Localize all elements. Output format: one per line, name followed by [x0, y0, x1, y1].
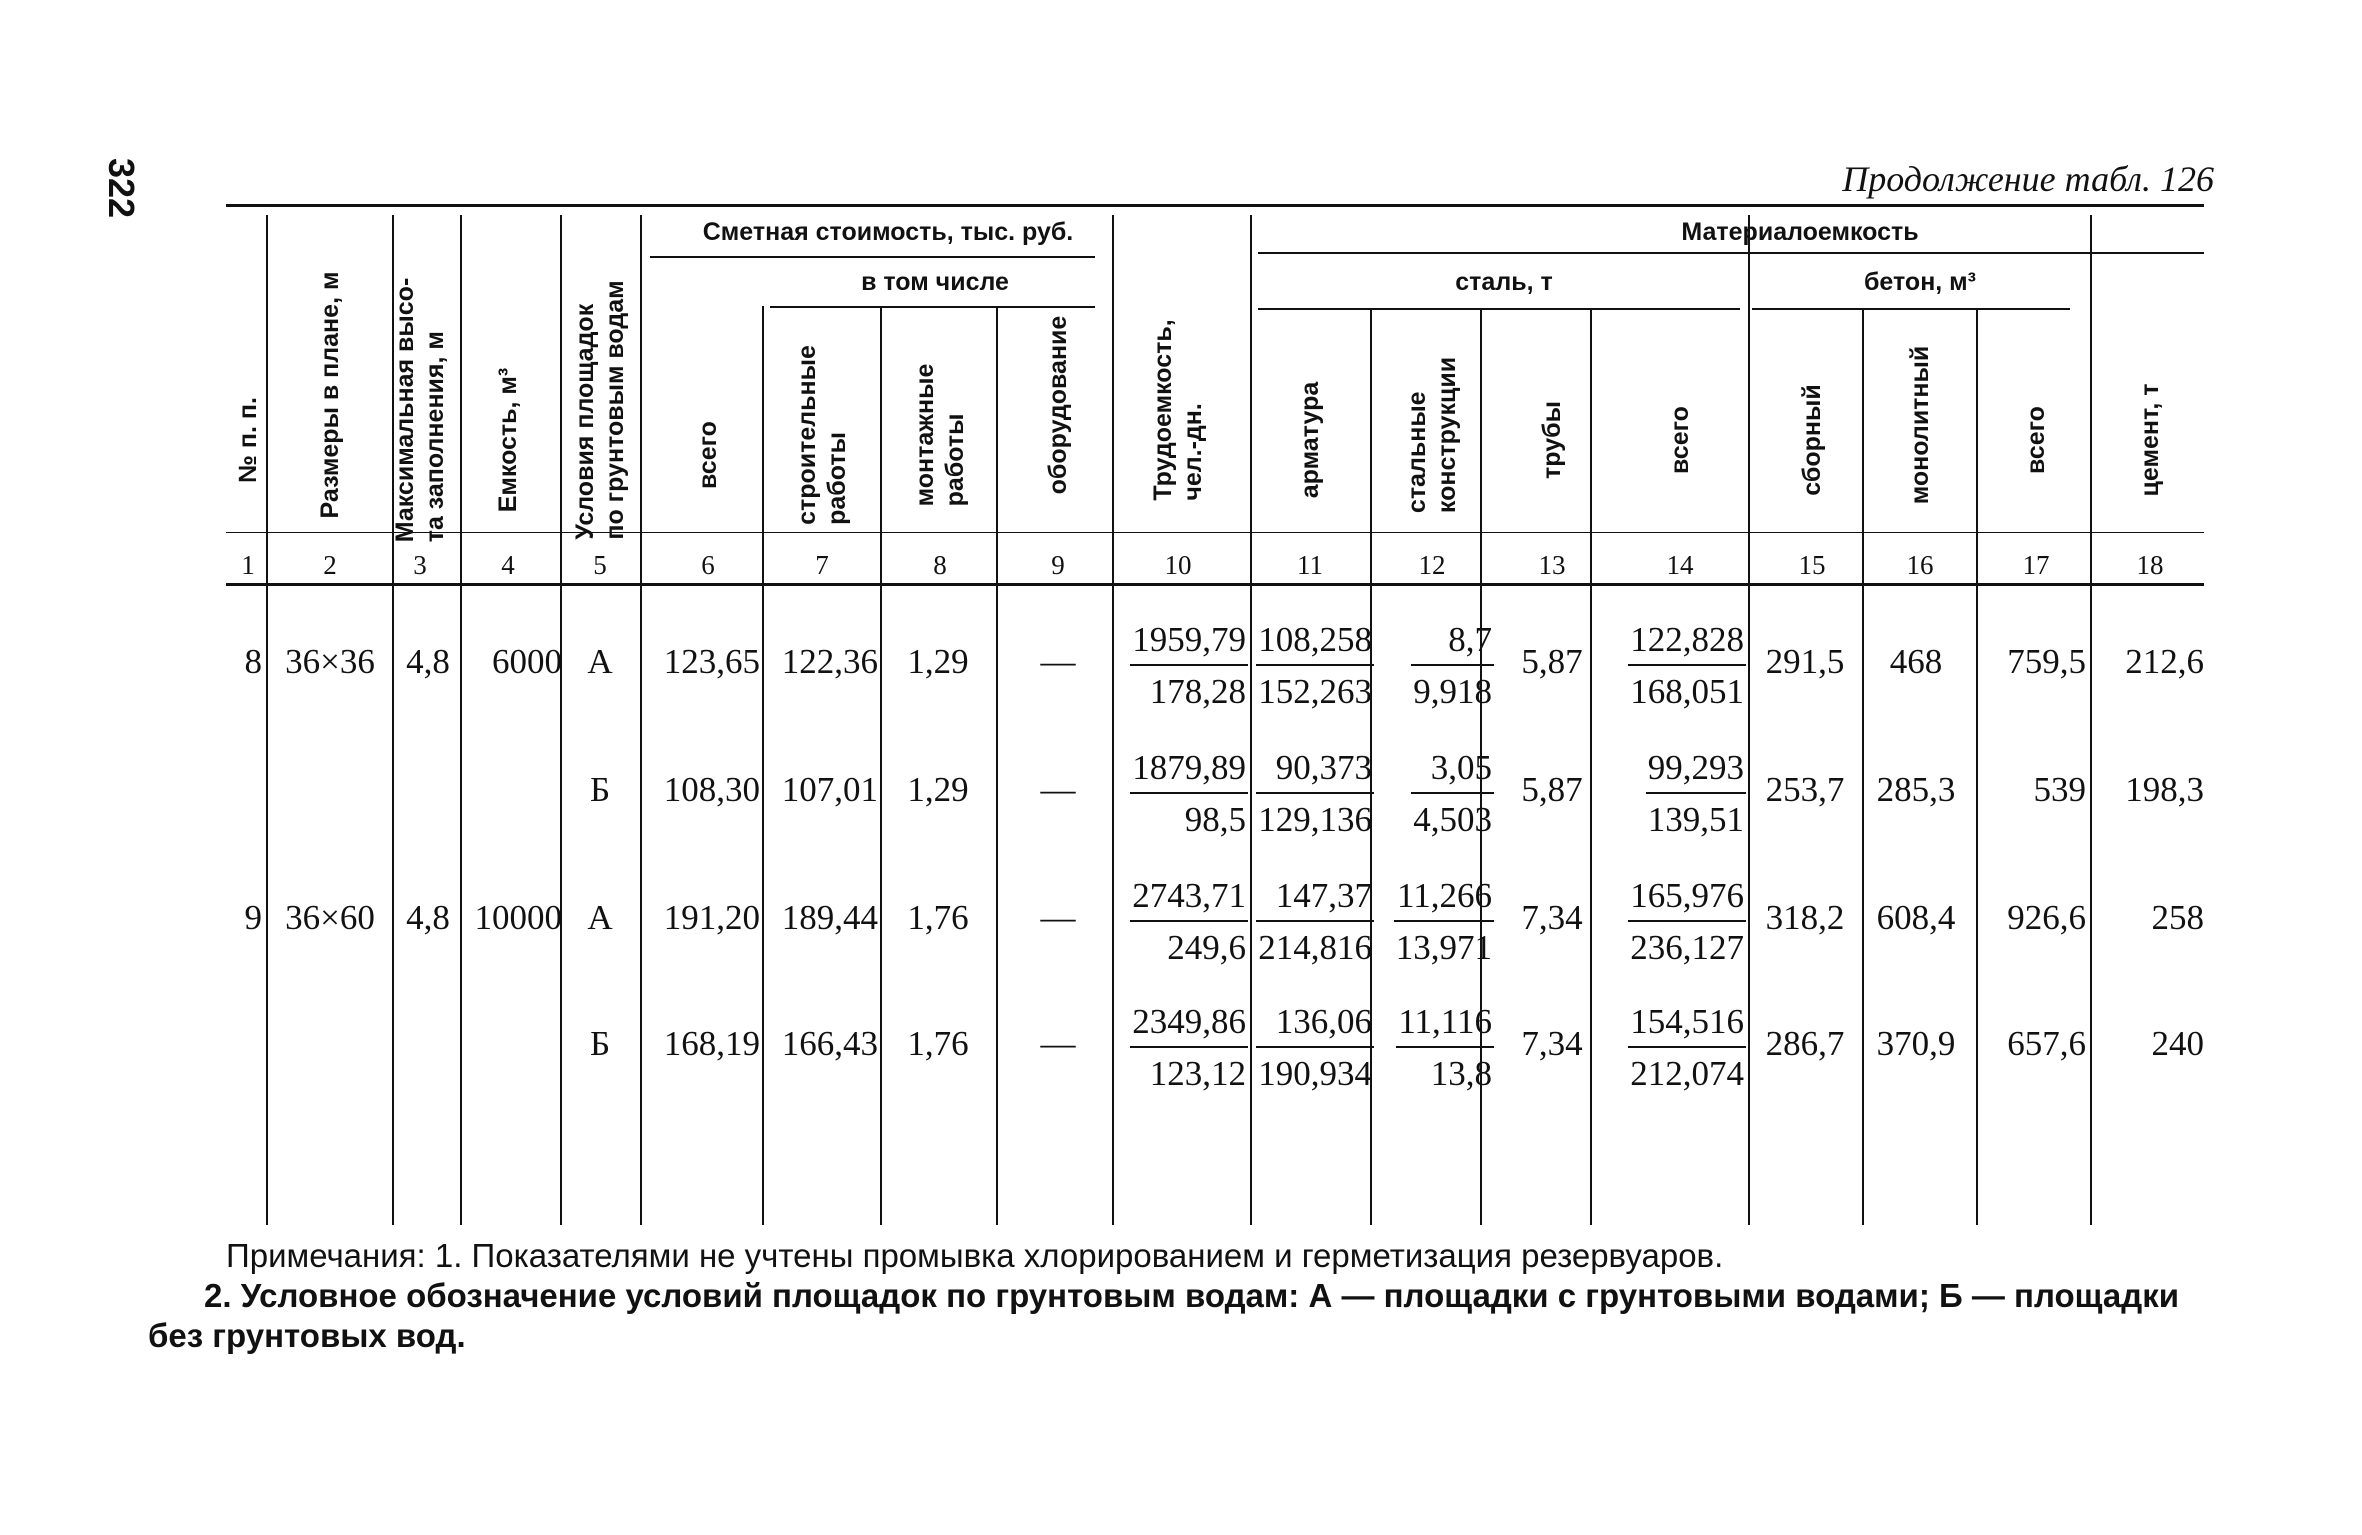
row-number: 8 — [244, 642, 262, 681]
column-number-12: 12 — [1418, 550, 1446, 580]
column-separator — [1862, 308, 1864, 1225]
labor-fraction-numerator: 1959,79 — [1130, 620, 1248, 666]
concrete-prefab: 253,7 — [1765, 770, 1845, 809]
material-group-line — [1258, 252, 2204, 254]
steel-total-fraction-denominator: 168,051 — [1630, 672, 1744, 711]
steel-group-line — [1258, 308, 1740, 310]
column-number-2: 2 — [323, 550, 337, 580]
column-number-7: 7 — [815, 550, 829, 580]
capacity: 10000 — [474, 898, 562, 937]
labor-fraction — [1130, 620, 1248, 712]
column-header-13: трубы — [1538, 401, 1566, 479]
table-caption: Продолжение табл. 126 — [1842, 159, 2214, 199]
concrete-prefab: 318,2 — [1765, 898, 1845, 937]
rebar-fraction-numerator: 90,373 — [1256, 748, 1374, 794]
cost-total: 123,65 — [663, 642, 760, 681]
header-bottom-rule — [226, 583, 2204, 586]
rebar-fraction — [1256, 620, 1374, 712]
cost-mount: 1,29 — [907, 642, 969, 681]
column-number-13: 13 — [1538, 550, 1566, 580]
plan-size: 36×60 — [285, 898, 375, 937]
steel-struct-fraction — [1411, 748, 1494, 840]
concrete-prefab: 291,5 — [1765, 642, 1845, 681]
rebar-fraction-denominator: 129,136 — [1258, 800, 1372, 839]
steel-total-fraction — [1628, 876, 1746, 968]
steel-total-fraction-numerator: 99,293 — [1646, 748, 1746, 794]
column-number-17: 17 — [2022, 550, 2050, 580]
rebar-fraction-numerator: 108,258 — [1256, 620, 1374, 666]
steel-struct-fraction-denominator: 4,503 — [1413, 800, 1492, 839]
rebar-fraction-numerator: 136,06 — [1256, 1002, 1374, 1048]
column-header-11: арматура — [1296, 381, 1324, 499]
column-header-8: монтажные работы — [911, 363, 969, 507]
concrete-mono: 285,3 — [1876, 770, 1956, 809]
labor-fraction-numerator: 1879,89 — [1130, 748, 1248, 794]
cost-equip: — — [1040, 1024, 1076, 1063]
concrete-mono: 370,9 — [1876, 1024, 1956, 1063]
column-separator — [640, 215, 642, 1225]
labor-fraction-numerator: 2349,86 — [1130, 1002, 1248, 1048]
steel-struct-fraction — [1394, 876, 1494, 968]
column-header-3: Максимальная высо- та заполнения, м — [391, 277, 449, 543]
column-header-1: № п. п. — [234, 397, 262, 483]
cost-group-line — [650, 256, 1095, 258]
cost-total: 108,30 — [663, 770, 760, 809]
labor-fraction-denominator: 123,12 — [1149, 1054, 1246, 1093]
steel-total-fraction — [1628, 620, 1746, 712]
column-number-3: 3 — [413, 550, 427, 580]
rebar-fraction-denominator: 190,934 — [1258, 1054, 1372, 1093]
column-number-18: 18 — [2136, 550, 2164, 580]
concrete-total: 759,5 — [2007, 642, 2086, 681]
column-header-7: строительные работы — [793, 345, 851, 525]
column-separator — [1748, 215, 1750, 1225]
column-separator — [1590, 308, 1592, 1225]
steel-struct-fraction-denominator: 13,8 — [1430, 1054, 1492, 1093]
concrete-group-line — [1752, 308, 2070, 310]
column-separator — [880, 306, 882, 1225]
labor-fraction — [1130, 876, 1248, 968]
rebar-fraction — [1256, 1002, 1374, 1094]
rebar-fraction-numerator: 147,37 — [1256, 876, 1374, 922]
column-header-18: цемент, т — [2136, 383, 2164, 497]
header-underline — [226, 532, 2204, 533]
labor-fraction-denominator: 98,5 — [1184, 800, 1246, 839]
column-number-9: 9 — [1051, 550, 1065, 580]
column-header-4: Емкость, м³ — [494, 367, 522, 513]
column-number-15: 15 — [1798, 550, 1826, 580]
labor-fraction — [1130, 1002, 1248, 1094]
rebar-fraction-denominator: 152,263 — [1258, 672, 1372, 711]
steel-total-fraction-denominator: 212,074 — [1630, 1054, 1744, 1093]
column-separator — [996, 306, 998, 1225]
labor-fraction-denominator: 249,6 — [1167, 928, 1246, 967]
column-header-2: Размеры в плане, м — [316, 271, 344, 519]
pipes: 5,87 — [1521, 642, 1583, 681]
row-number: 9 — [244, 898, 262, 937]
column-separator — [2090, 215, 2092, 1225]
steel-total-fraction — [1628, 1002, 1746, 1094]
pipes: 7,34 — [1521, 898, 1583, 937]
pipes: 7,34 — [1521, 1024, 1583, 1063]
column-header-10: Трудоемкость, чел.-дн. — [1149, 319, 1207, 501]
concrete-group-title: бетон, м³ — [1863, 268, 1977, 296]
concrete-mono: 468 — [1889, 642, 1943, 681]
column-header-16: монолитный — [1906, 345, 1934, 505]
max-height: 4,8 — [406, 898, 450, 937]
column-number-16: 16 — [1906, 550, 1934, 580]
column-number-1: 1 — [241, 550, 255, 580]
column-header-14: всего — [1666, 406, 1694, 474]
max-height: 4,8 — [406, 642, 450, 681]
steel-group-title: сталь, т — [1455, 268, 1553, 296]
incl-group-title: в том числе — [861, 268, 1009, 296]
column-separator — [266, 215, 268, 1225]
column-number-10: 10 — [1164, 550, 1192, 580]
cement: 198,3 — [2125, 770, 2204, 809]
column-separator — [1112, 215, 1114, 1225]
steel-struct-fraction — [1411, 620, 1494, 712]
note-1: Примечания: 1. Показателями не учтены промывка хлорированием и герметизация резервуаров. — [226, 1237, 1724, 1274]
material-group-title: Материалоемкость — [1681, 218, 1919, 246]
column-separator — [762, 306, 764, 1225]
steel-total-fraction-numerator: 165,976 — [1628, 876, 1746, 922]
column-number-6: 6 — [701, 550, 715, 580]
steel-struct-fraction-denominator: 9,918 — [1413, 672, 1492, 711]
cement: 258 — [2151, 898, 2204, 937]
cement: 212,6 — [2125, 642, 2204, 681]
column-number-4: 4 — [501, 550, 515, 580]
cost-build: 122,36 — [781, 642, 878, 681]
column-header-12: стальные конструкции — [1403, 356, 1461, 514]
concrete-total: 926,6 — [2007, 898, 2086, 937]
steel-struct-fraction-denominator: 13,971 — [1395, 928, 1492, 967]
plan-size: 36×36 — [285, 642, 375, 681]
site-condition: Б — [589, 770, 611, 809]
cost-total: 168,19 — [663, 1024, 760, 1063]
steel-total-fraction-numerator: 154,516 — [1628, 1002, 1746, 1048]
cost-equip: — — [1040, 770, 1076, 809]
column-separator — [1250, 215, 1252, 1225]
cost-build: 107,01 — [781, 770, 878, 809]
cost-equip: — — [1040, 898, 1076, 937]
column-separator — [460, 215, 462, 1225]
capacity: 6000 — [492, 642, 562, 681]
note-2: 2. Условное обозначение условий площадок по грунтовым водам: А — площадки с грунтовыми водами; Б — площадки без грунтовых вод. — [148, 1277, 2180, 1354]
labor-fraction-numerator: 2743,71 — [1130, 876, 1248, 922]
concrete-total: 657,6 — [2007, 1024, 2086, 1063]
column-separator — [560, 215, 562, 1225]
steel-struct-fraction — [1396, 1002, 1494, 1094]
column-separator — [1976, 308, 1978, 1225]
cost-equip: — — [1040, 642, 1076, 681]
incl-group-line — [770, 306, 1095, 308]
concrete-mono: 608,4 — [1876, 898, 1956, 937]
site-condition: Б — [589, 1024, 611, 1063]
concrete-total: 539 — [2033, 770, 2086, 809]
column-header-5: Условия площадок по грунтовым водам — [571, 280, 629, 540]
steel-total-fraction-numerator: 122,828 — [1628, 620, 1746, 666]
cement: 240 — [2151, 1024, 2204, 1063]
column-number-5: 5 — [593, 550, 607, 580]
cost-mount: 1,76 — [907, 1024, 969, 1063]
site-condition: А — [587, 642, 613, 681]
column-header-9: оборудование — [1044, 315, 1072, 495]
column-number-11: 11 — [1297, 550, 1323, 580]
cost-mount: 1,76 — [907, 898, 969, 937]
steel-struct-fraction-numerator: 11,266 — [1394, 876, 1494, 922]
column-header-15: сборный — [1798, 384, 1826, 496]
cost-build: 189,44 — [781, 898, 878, 937]
steel-total-fraction-denominator: 139,51 — [1647, 800, 1744, 839]
labor-fraction-denominator: 178,28 — [1149, 672, 1246, 711]
steel-struct-fraction-numerator: 8,7 — [1411, 620, 1494, 666]
steel-total-fraction — [1646, 748, 1746, 840]
cost-build: 166,43 — [781, 1024, 878, 1063]
concrete-prefab: 286,7 — [1765, 1024, 1845, 1063]
cost-total: 191,20 — [663, 898, 760, 937]
table-notes — [148, 1236, 2216, 1356]
rebar-fraction — [1256, 876, 1374, 968]
rebar-fraction-denominator: 214,816 — [1258, 928, 1372, 967]
cost-mount: 1,29 — [907, 770, 969, 809]
cost-group-title: Сметная стоимость, тыс. руб. — [702, 218, 1074, 246]
steel-total-fraction-denominator: 236,127 — [1630, 928, 1744, 967]
column-number-8: 8 — [933, 550, 947, 580]
top-rule — [226, 204, 2204, 207]
steel-struct-fraction-numerator: 3,05 — [1411, 748, 1494, 794]
column-header-6: всего — [694, 421, 722, 489]
steel-struct-fraction-numerator: 11,116 — [1396, 1002, 1494, 1048]
site-condition: А — [587, 898, 613, 937]
rebar-fraction — [1256, 748, 1374, 840]
labor-fraction — [1130, 748, 1248, 840]
page-number: 322 — [101, 158, 142, 219]
column-header-17: всего — [2022, 406, 2050, 474]
pipes: 5,87 — [1521, 770, 1583, 809]
column-number-14: 14 — [1666, 550, 1694, 580]
